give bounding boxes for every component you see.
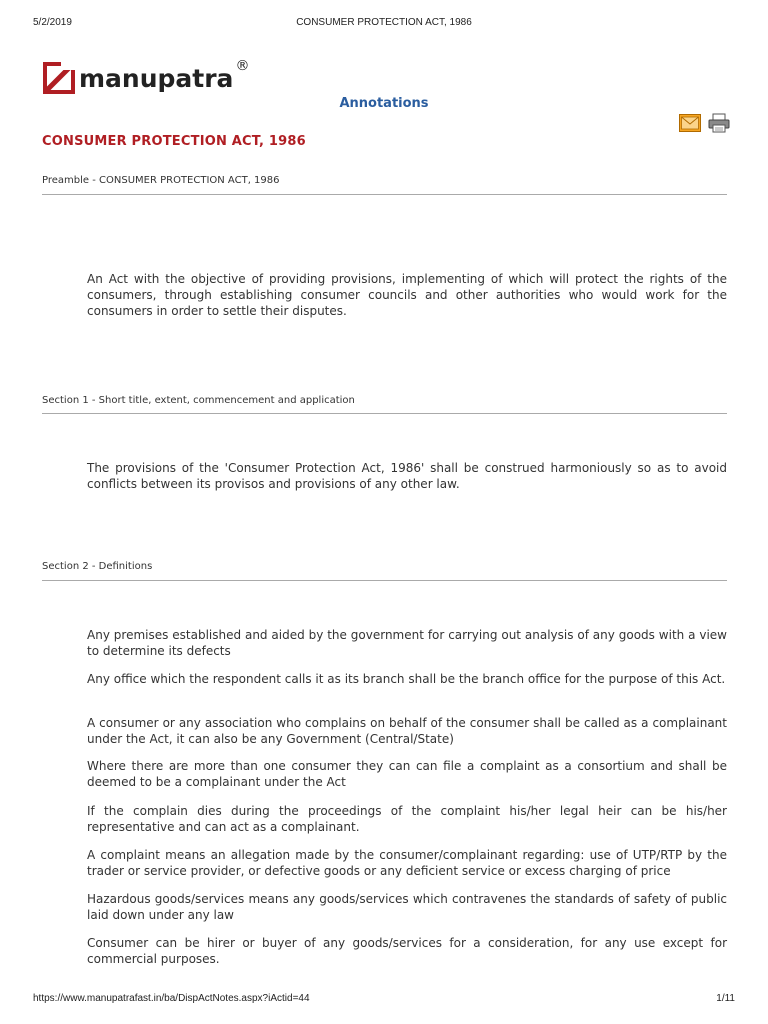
definition-paragraph: Hazardous goods/services means any goods/services which contravenes the standards of safety of public laid down under any law <box>87 892 727 922</box>
registered-mark: ® <box>235 58 250 74</box>
definition-paragraph: Any premises established and aided by the government for carrying out analysis of any goods with a view to determine its defects <box>87 628 727 658</box>
section-heading-2: Section 2 - Definitions <box>42 561 153 572</box>
printer-icon[interactable] <box>708 113 730 133</box>
section-1-paragraph: The provisions of the 'Consumer Protection Act, 1986' shall be construed harmoniously so as to avoid conflicts between its provisos and provisions of any other law. <box>87 461 727 491</box>
print-date: 5/2/2019 <box>33 17 72 28</box>
envelope-icon[interactable] <box>679 114 701 132</box>
print-page-number: 1/11 <box>716 993 735 1004</box>
preamble-paragraph: An Act with the objective of providing provisions, implementing of which will protect the rights of the consumers, through establishing consumer councils and other authorities who would work for the consumers in order to settle their disputes. <box>87 272 727 318</box>
section-divider <box>42 413 727 414</box>
section-heading-preamble: Preamble - CONSUMER PROTECTION ACT, 1986 <box>42 175 280 186</box>
section-heading-1: Section 1 - Short title, extent, commencement and application <box>42 395 355 406</box>
definition-paragraph: If the complain dies during the proceedings of the complaint his/her legal heir can be his/her representative and can act as a complainant. <box>87 804 727 834</box>
manupatra-logo-mark-icon <box>43 62 75 94</box>
section-divider <box>42 580 727 581</box>
definition-paragraph: A consumer or any association who complains on behalf of the consumer shall be called as a complainant under the Act, it can also be any Government (Central/State) <box>87 716 727 746</box>
definition-paragraph: Where there are more than one consumer they can can file a complaint as a consortium and shall be deemed to be a complainant under the Act <box>87 759 727 789</box>
act-title: CONSUMER PROTECTION ACT, 1986 <box>42 134 306 149</box>
print-footer-url: https://www.manupatrafast.in/ba/DispActNotes.aspx?iActid=44 <box>33 993 310 1004</box>
manupatra-logo[interactable] <box>43 58 249 98</box>
logo-text: manupatra <box>79 63 234 93</box>
definition-paragraph: Consumer can be hirer or buyer of any goods/services for a consideration, for any use except for commercial purposes. <box>87 936 727 966</box>
section-divider <box>42 194 727 195</box>
definition-paragraph: Any office which the respondent calls it as its branch shall be the branch office for the purpose of this Act. <box>87 672 726 686</box>
annotations-heading[interactable]: Annotations <box>339 96 429 111</box>
print-title: CONSUMER PROTECTION ACT, 1986 <box>296 17 472 28</box>
definition-paragraph: A complaint means an allegation made by the consumer/complainant regarding: use of UTP/RTP by the trader or service provider, or defective goods or any deficient service or excess charging of price <box>87 848 727 878</box>
